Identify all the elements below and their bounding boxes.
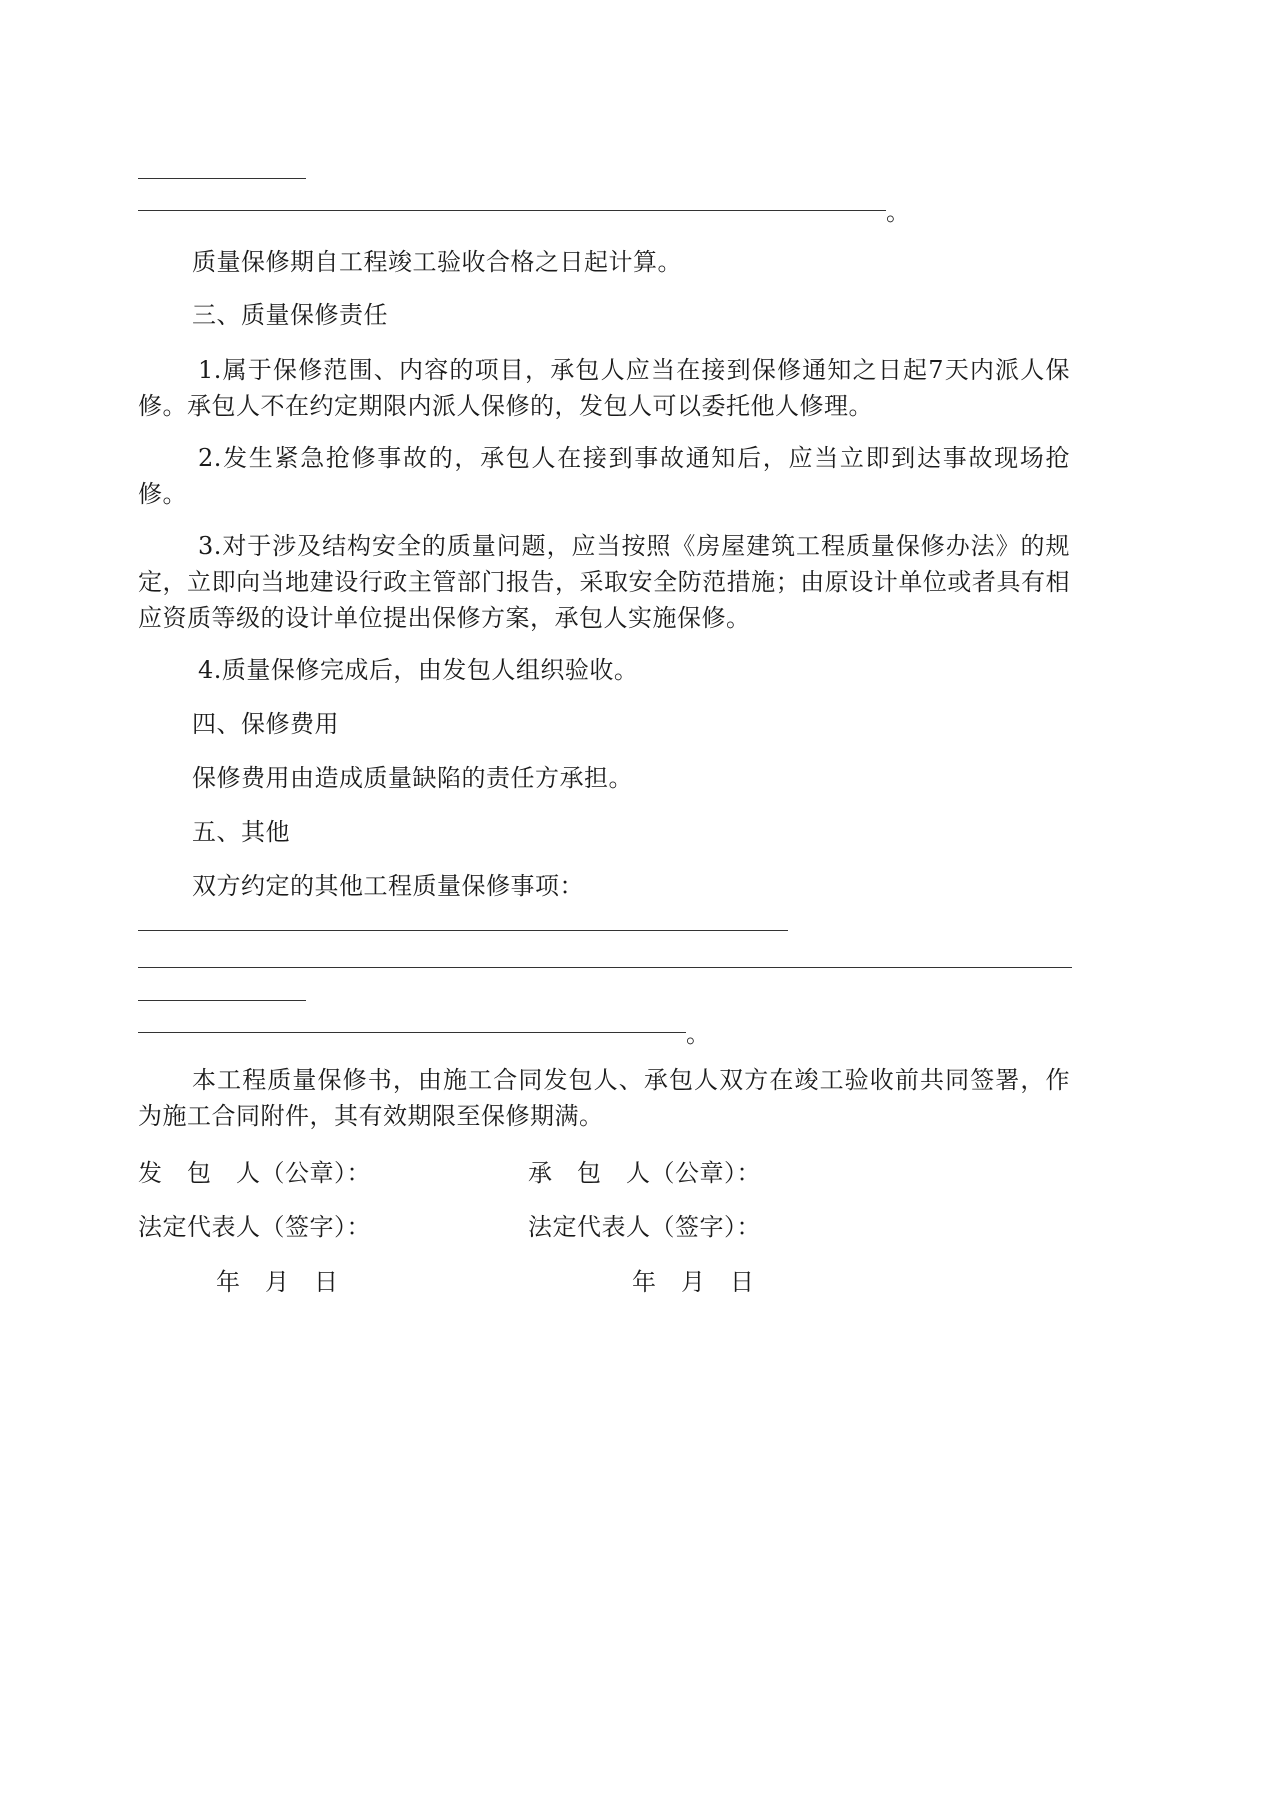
fill-blank-line: [138, 930, 788, 931]
contractor-date: 年 月 日: [632, 1268, 755, 1296]
section3-item1: 1.属于保修范围、内容的项目，承包人应当在接到保修通知之日起7天内派人保修。承包人不在约定期限内派人保修的，发包人可以委托他人修理。: [138, 356, 1070, 420]
contractor-rep-label: 法定代表人（签字）：: [528, 1213, 761, 1241]
warranty-period-start: 质量保修期自工程竣工验收合格之日起计算。: [192, 248, 682, 276]
employer-seal-label: 发 包 人（公章）：: [138, 1159, 371, 1187]
fill-blank-line: [138, 210, 886, 211]
section3-item2: 2.发生紧急抢修事故的，承包人在接到事故通知后，应当立即到达事故现场抢修。: [138, 444, 1070, 508]
contractor-seal-label: 承 包 人（公章）：: [528, 1159, 761, 1187]
employer-rep-label: 法定代表人（签字）：: [138, 1213, 371, 1241]
closing-paragraph: 本工程质量保修书，由施工合同发包人、承包人双方在竣工验收前共同签署，作为施工合同附件，其有效期限至保修期满。: [138, 1066, 1070, 1130]
section4-body: 保修费用由造成质量缺陷的责任方承担。: [192, 764, 633, 792]
fill-blank-line: [138, 178, 306, 179]
fill-blank-line: [138, 1000, 306, 1001]
blank-period: 。: [886, 198, 910, 226]
section4-heading: 四、保修费用: [192, 710, 339, 738]
blank-period: 。: [686, 1020, 710, 1048]
section3-item3: 3.对于涉及结构安全的质量问题，应当按照《房屋建筑工程质量保修办法》的规定，立即向当地建设行政主管部门报告，采取安全防范措施；由原设计单位或者具有相应资质等级的设计单位提出保修方案，承包人实施保修。: [138, 532, 1070, 632]
employer-date: 年 月 日: [216, 1268, 339, 1296]
fill-blank-line: [138, 967, 1072, 968]
section3-heading: 三、质量保修责任: [192, 301, 388, 329]
section3-item4: 4.质量保修完成后，由发包人组织验收。: [198, 656, 639, 684]
section5-body: 双方约定的其他工程质量保修事项：: [192, 872, 584, 900]
fill-blank-line: [138, 1032, 686, 1033]
section5-heading: 五、其他: [192, 818, 290, 846]
